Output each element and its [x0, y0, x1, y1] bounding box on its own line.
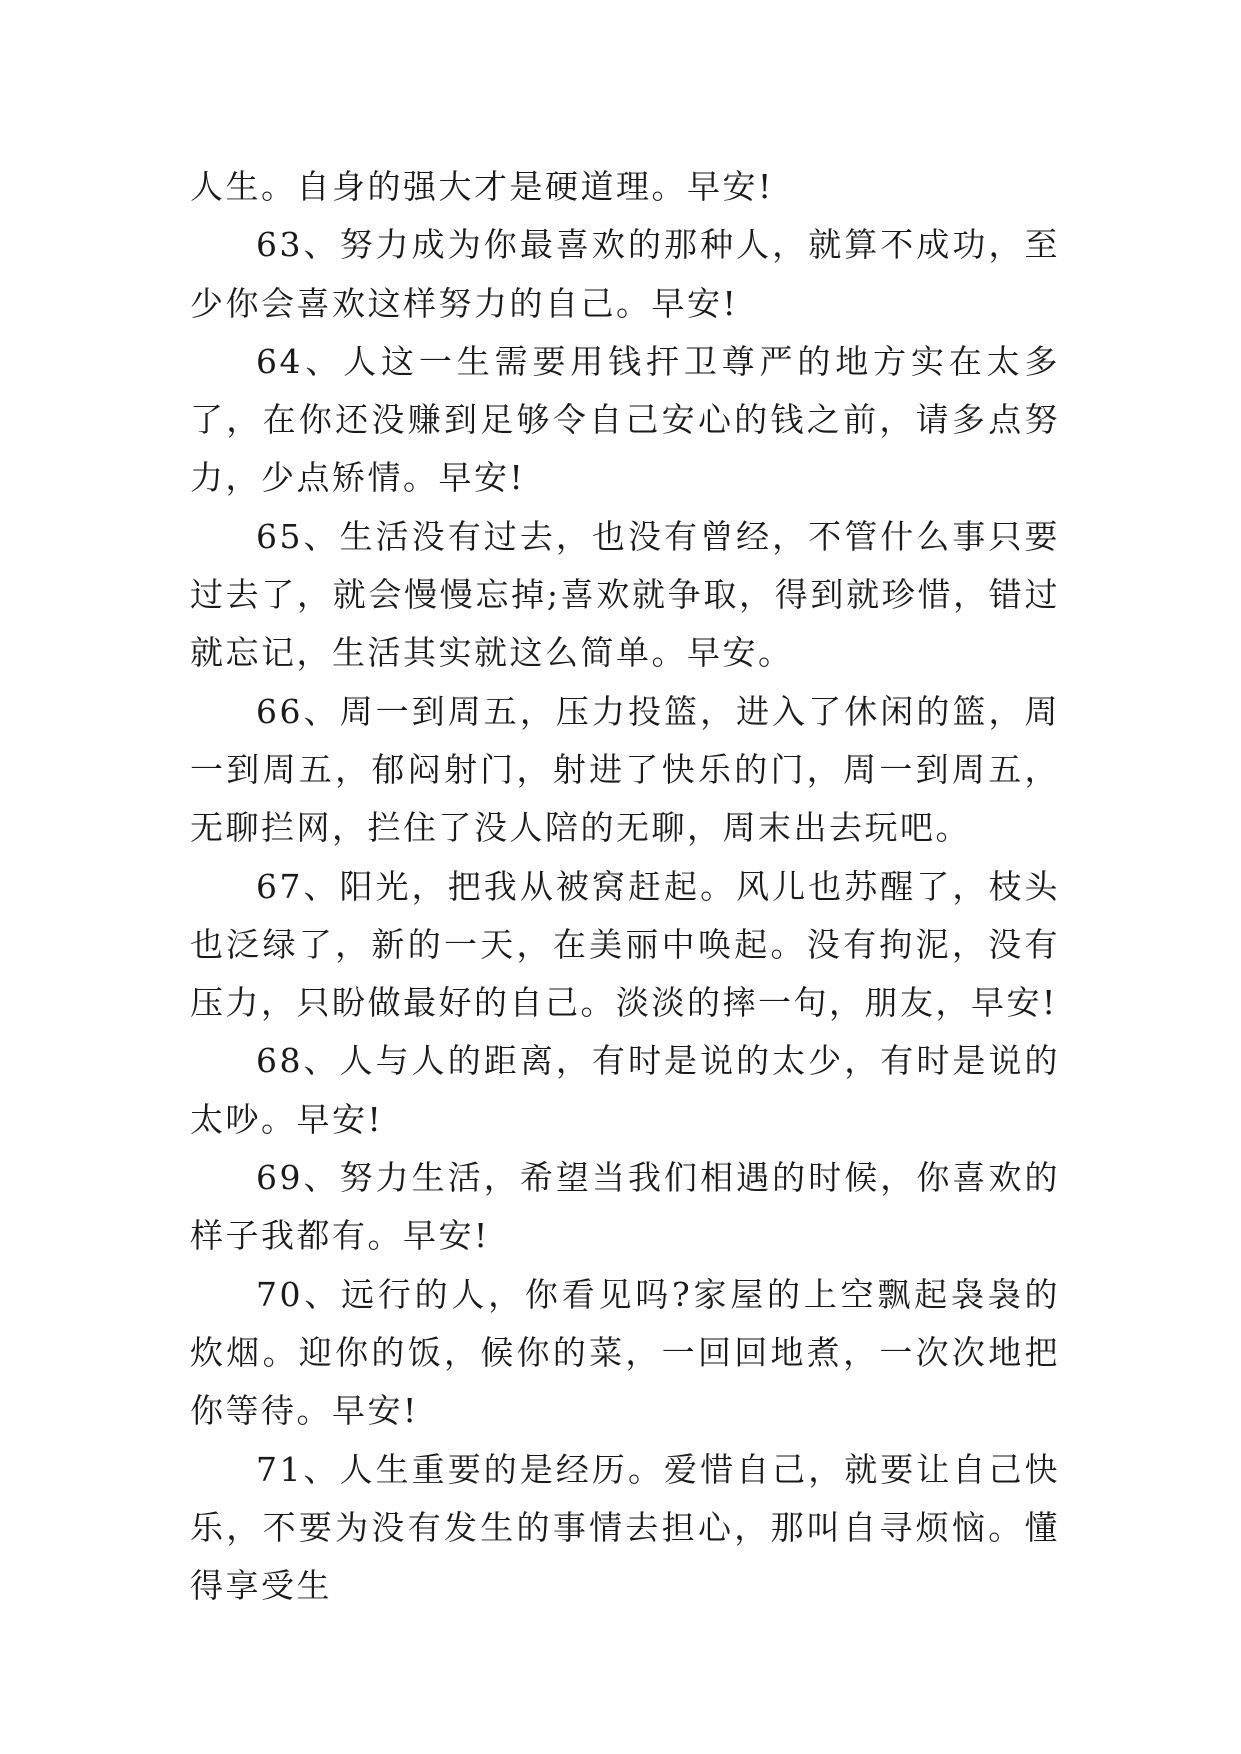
paragraph-64: 64、人这一生需要用钱扞卫尊严的地方实在太多了，在你还没赚到足够令自己安心的钱之前，请多点努力，少点矫情。早安! — [190, 341, 1060, 498]
paragraph-65: 65、生活没有过去，也没有曾经，不管什么事只要过去了，就会慢慢忘掉;喜欢就争取，得到就珍惜，错过就忘记，生活其实就这么简单。早安。 — [190, 516, 1060, 673]
paragraph-69: 69、努力生活，希望当我们相遇的时候，你喜欢的样子我都有。早安! — [190, 1158, 1060, 1256]
paragraph-71: 71、人生重要的是经历。爱惜自己，就要让自己快乐，不要为没有发生的事情去担心，那叫自寻烦恼。懂得享受生 — [190, 1449, 1060, 1606]
paragraph-68: 68、人与人的距离，有时是说的太少，有时是说的太吵。早安! — [190, 1041, 1060, 1139]
document-body — [190, 158, 1060, 1615]
paragraph-63: 63、努力成为你最喜欢的那种人，就算不成功，至少你会喜欢这样努力的自己。早安! — [190, 225, 1060, 323]
paragraph-67: 67、阳光，把我从被窝赶起。风儿也苏醒了，枝头也泛绿了，新的一天，在美丽中唤起。没有拘泥，没有压力，只盼做最好的自己。淡淡的摔一句，朋友，早安! — [190, 866, 1060, 1023]
paragraph-continuation: 人生。自身的强大才是硬道理。早安! — [190, 167, 774, 206]
paragraph-70: 70、远行的人，你看见吗?家屋的上空飘起袅袅的炊烟。迎你的饭，候你的菜，一回回地煮，一次次地把你等待。早安! — [190, 1274, 1060, 1431]
paragraph-66: 66、周一到周五，压力投篮，进入了休闲的篮，周一到周五，郁闷射门，射进了快乐的门，周一到周五，无聊拦网，拦住了没人陪的无聊，周末出去玩吧。 — [190, 691, 1060, 848]
